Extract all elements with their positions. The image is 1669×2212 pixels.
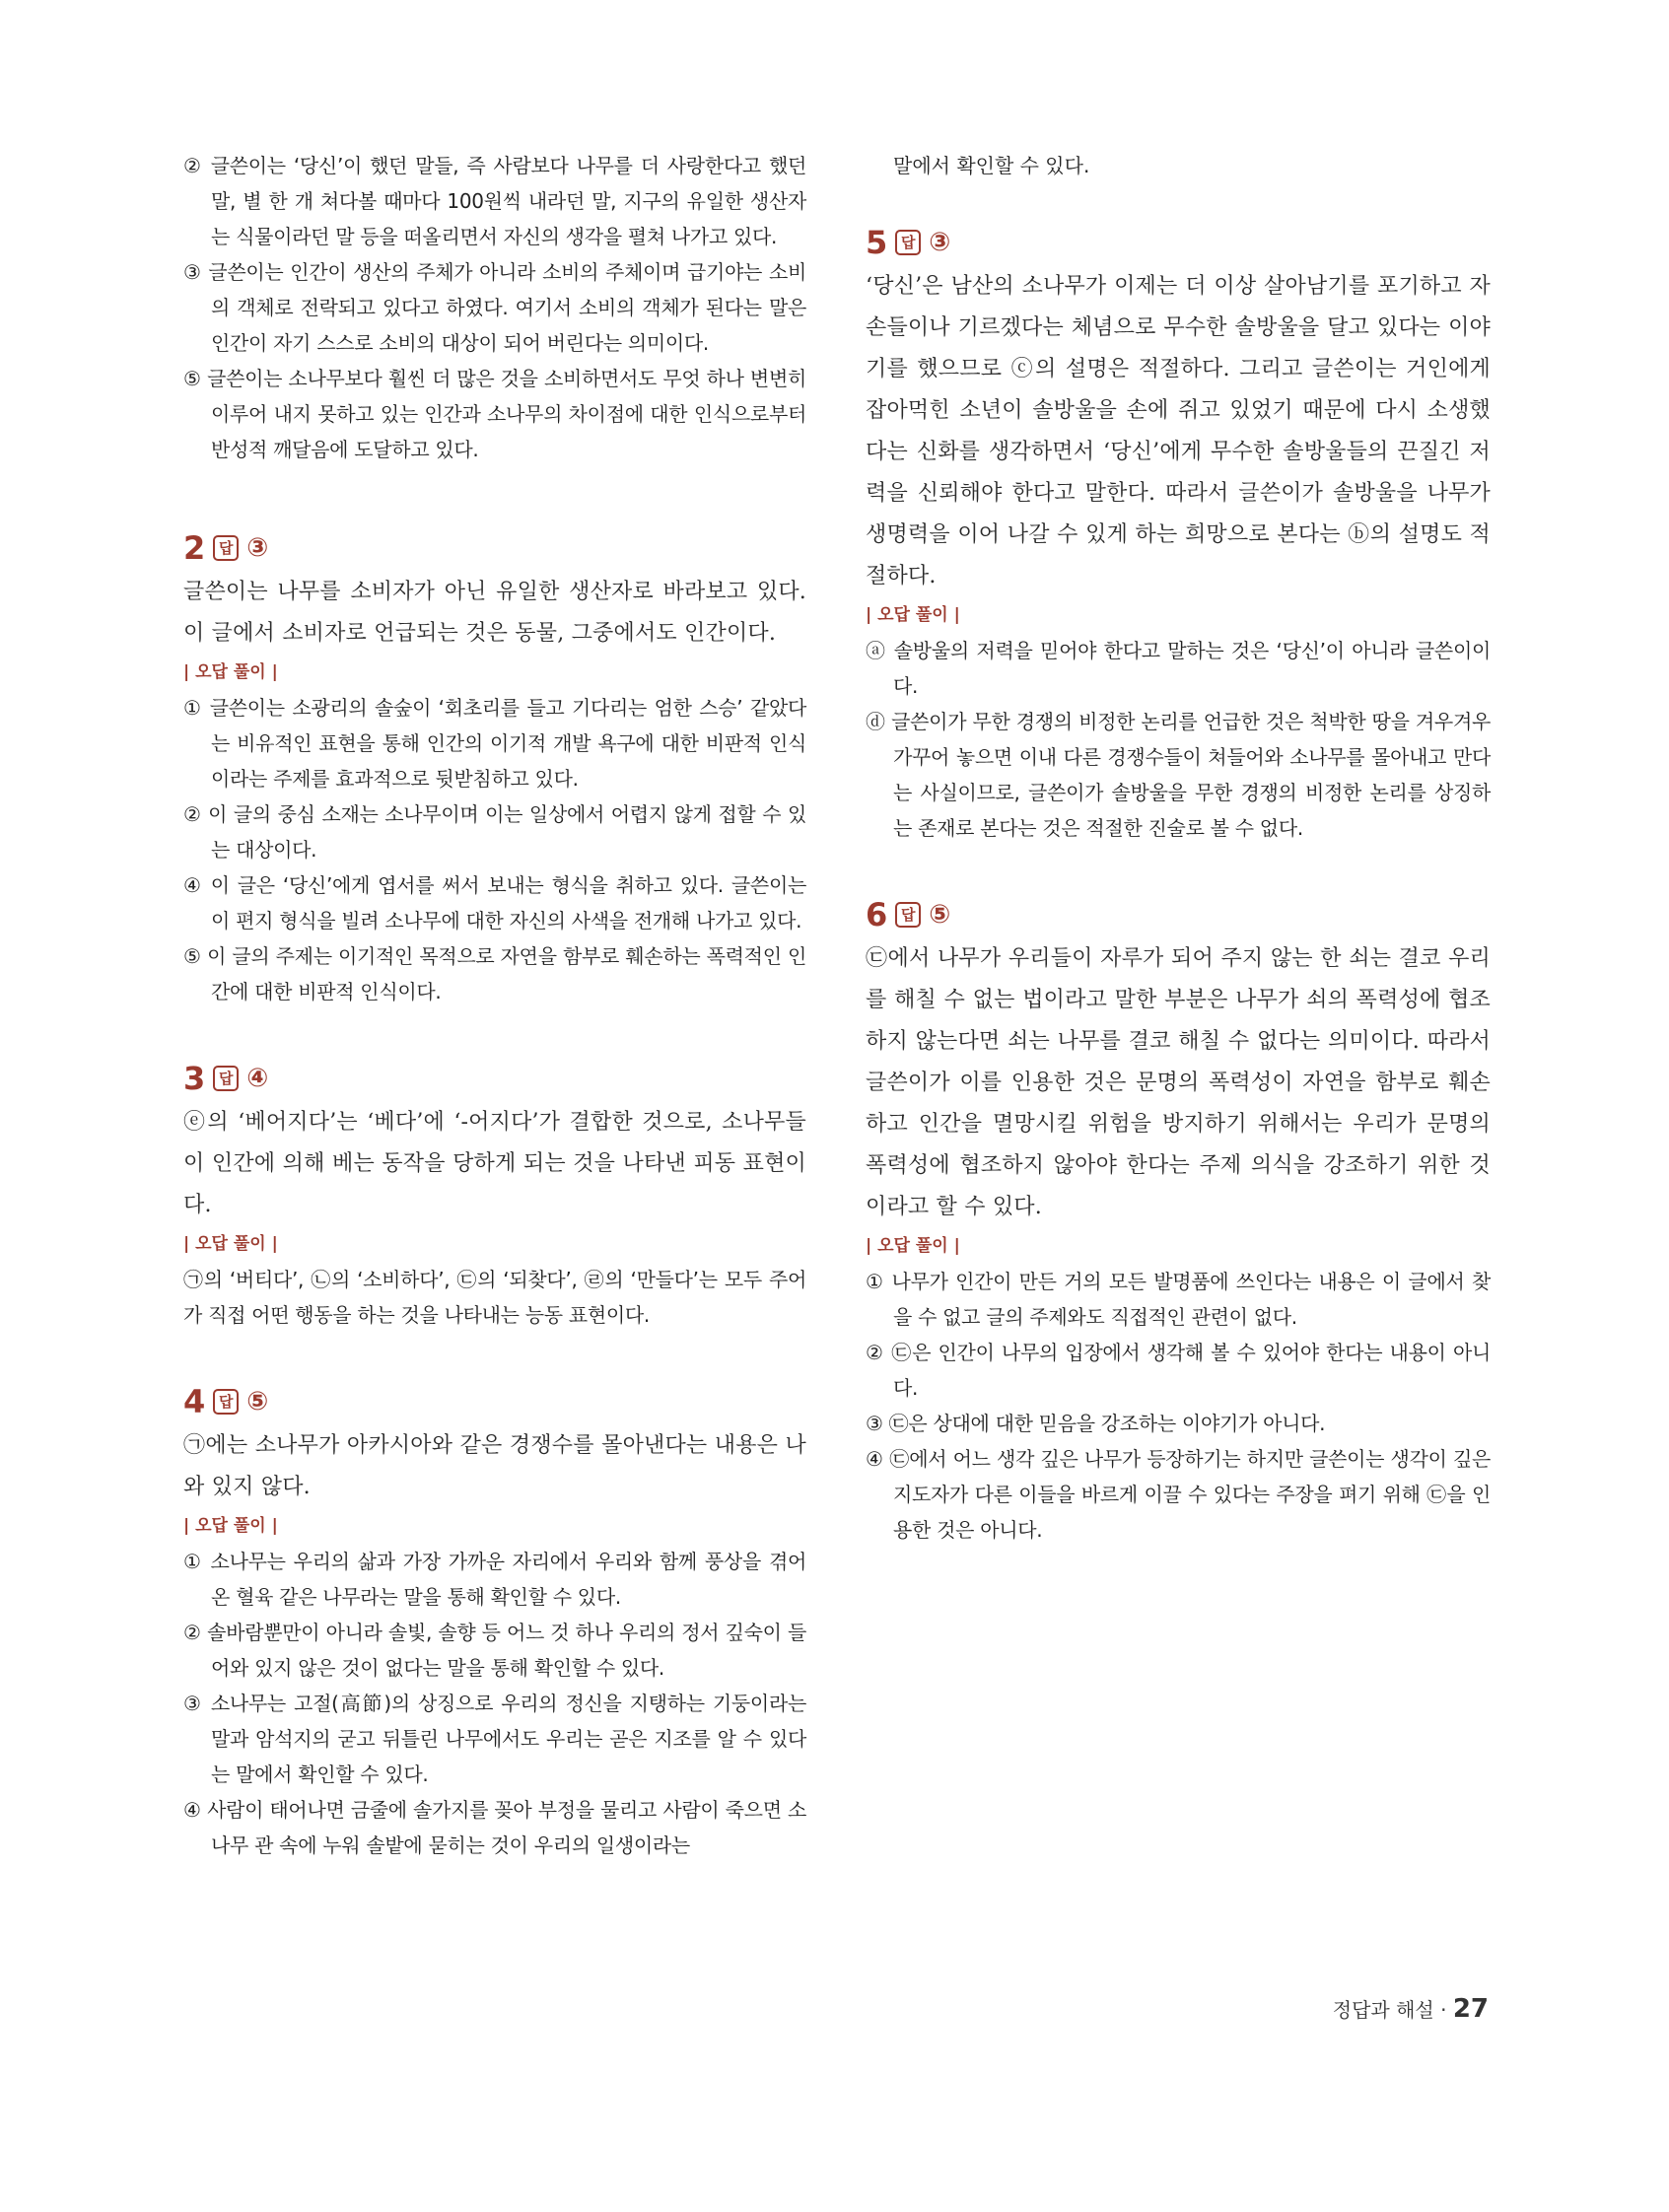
question-5-header [866,223,1491,262]
question-4-option: ③ 소나무는 고절(高節)의 상징으로 우리의 정신을 지탱하는 기둥이라는 말과 암석지의 굳고 뒤틀린 나무에서도 우리는 곧은 지조를 알 수 있다는 말에서 확인할 수 있다. [183,1692,806,1786]
question-6 [866,895,1491,1548]
question-2-option: ① 글쓴이는 소광리의 솔숲이 ‘회초리를 들고 기다리는 엄한 스승’ 같았다는 비유적인 표현을 통해 인간의 이기적 개발 욕구에 대한 비판적 인식이라는 주제를 효과적으로 뒷받침하고 있다. [183,696,806,791]
question-3-answer: ④ [246,1064,269,1093]
question-6-number: 6 [866,896,888,933]
continuation-text: 말에서 확인할 수 있다. [893,154,1090,177]
right-column [866,148,1491,1548]
question-6-option: ① 나무가 인간이 만든 거의 모든 발명품에 쓰인다는 내용은 이 글에서 찾을 수 없고 글의 주제와도 직접적인 관련이 없다. [866,1270,1491,1329]
question-4-wrong-label: | 오답 풀이 | [183,1516,278,1536]
answer-badge-icon: 답 [213,1066,239,1091]
question-2-option: ④ 이 글은 ‘당신’에게 엽서를 써서 보내는 형식을 취하고 있다. 글쓴이는 이 편지 형식을 빌려 소나무에 대한 자신의 사색을 전개해 나가고 있다. [183,873,806,933]
question-4-option: ② 솔바람뿐만이 아니라 솔빛, 솔향 등 어느 것 하나 우리의 정서 깊숙이 들어와 있지 않은 것이 없다는 말을 통해 확인할 수 있다. [183,1621,806,1680]
page-footer [1282,1994,1489,2024]
question-5-option: ⓐ 솔방울의 저력을 믿어야 한다고 말하는 것은 ‘당신’이 아니라 글쓴이이다. [866,639,1491,698]
question-3-explanation: ⓔ의 ‘베어지다’는 ‘베다’에 ‘-어지다’가 결합한 것으로, 소나무들이 인간에 의해 베는 동작을 당하게 되는 것을 나타낸 피동 표현이다. [183,1110,806,1217]
question-4 [183,1382,806,1863]
question-6-option: ② ㉢은 인간이 나무의 입장에서 생각해 볼 수 있어야 한다는 내용이 아니다. [866,1341,1491,1400]
question-5-answer: ③ [929,228,951,257]
left-column [183,148,806,1863]
answer-badge-icon: 답 [213,535,239,561]
answer-badge-icon: 답 [895,230,921,255]
question-6-option: ③ ㉢은 상대에 대한 믿음을 강조하는 이야기가 아니다. [866,1412,1326,1435]
question-3 [183,1059,806,1333]
question-4-header [183,1382,806,1421]
intro-item-3: ⑤ 글쓴이는 소나무보다 훨씬 더 많은 것을 소비하면서도 무엇 하나 변변히 이루어 내지 못하고 있는 인간과 소나무의 차이점에 대한 인식으로부터 반성적 깨달음에 도달하고 있다. [183,367,806,461]
question-5-explanation: ‘당신’은 남산의 소나무가 이제는 더 이상 살아남기를 포기하고 자손들이나 기르겠다는 체념으로 무수한 솔방울을 달고 있다는 이야기를 했으므로 ⓒ의 설명은 적절하다. 그리고 글쓴이는 거인에게 잡아먹힌 소년이 솔방울을 손에 쥐고 있었기 때문에 다시 소생했다는 신화를 생각하면서 ‘당신’에게 무수한 솔방울들의 끈질긴 저력을 신뢰해야 한다고 말한다. 따라서 글쓴이가 솔방울을 나무가 생명력을 이어 나갈 수 있게 하는 희망으로 본다는 ⓑ의 설명도 적절하다. [866,274,1491,588]
intro-list [183,148,806,467]
question-6-header [866,895,1491,934]
intro-item-1: ② 글쓴이는 ‘당신’이 했던 말들, 즉 사람보다 나무를 더 사랑한다고 했던 말, 별 한 개 쳐다볼 때마다 100원씩 내라던 말, 지구의 유일한 생산자는 식물이라던 말 등을 떠올리면서 자신의 생각을 펼쳐 나가고 있다. [183,154,806,248]
question-3-note: ㉠의 ‘버티다’, ㉡의 ‘소비하다’, ㉢의 ‘되찾다’, ㉣의 ‘만들다’는 모두 주어가 직접 어떤 행동을 하는 것을 나타내는 능동 표현이다. [183,1268,806,1327]
question-4-explanation: ㉠에는 소나무가 아카시아와 같은 경쟁수를 몰아낸다는 내용은 나와 있지 않다. [183,1433,806,1499]
question-3-number: 3 [183,1060,206,1097]
answer-badge-icon: 답 [213,1389,239,1415]
question-3-wrong-label: | 오답 풀이 | [183,1234,278,1254]
question-3-header [183,1059,806,1098]
question-2-number: 2 [183,529,206,567]
question-2-header [183,528,806,568]
question-2-wrong-label: | 오답 풀이 | [183,662,278,682]
intro-item-2: ③ 글쓴이는 인간이 생산의 주체가 아니라 소비의 주체이며 급기야는 소비의 객체로 전락되고 있다고 하였다. 여기서 소비의 객체가 된다는 말은 인간이 자기 스스로 소비의 대상이 되어 버린다는 의미이다. [183,260,806,355]
answer-badge-icon: 답 [895,902,921,928]
question-6-explanation: ㉢에서 나무가 우리들이 자루가 되어 주지 않는 한 쇠는 결코 우리를 해칠 수 없는 법이라고 말한 부분은 나무가 쇠의 폭력성에 협조하지 않는다면 쇠는 나무를 결코 해칠 수 없다는 의미이다. 따라서 글쓴이가 이를 인용한 것은 문명의 폭력성이 자연을 함부로 훼손하고 인간을 멸망시킬 위험을 방지하기 위해서는 우리가 문명의 폭력성에 협조하지 않아야 한다는 주제 의식을 강조하기 위한 것이라고 할 수 있다. [866,946,1491,1219]
footer-label: 정답과 해설 · [1332,1998,1447,2022]
question-2-option: ② 이 글의 중심 소재는 소나무이며 이는 일상에서 어렵지 않게 접할 수 있는 대상이다. [183,802,806,862]
page-number: 27 [1452,1994,1489,2024]
question-2 [183,528,806,1009]
question-4-option: ① 소나무는 우리의 삶과 가장 가까운 자리에서 우리와 함께 풍상을 겪어 온 혈육 같은 나무라는 말을 통해 확인할 수 있다. [183,1550,806,1609]
question-5-number: 5 [866,224,888,261]
question-6-answer: ⑤ [929,900,951,930]
question-2-answer: ③ [246,533,269,563]
question-6-wrong-label: | 오답 풀이 | [866,1236,960,1256]
question-2-option: ⑤ 이 글의 주제는 이기적인 목적으로 자연을 함부로 훼손하는 폭력적인 인간에 대한 비판적 인식이다. [183,944,806,1003]
question-2-explanation: 글쓴이는 나무를 소비자가 아닌 유일한 생산자로 바라보고 있다. 이 글에서 소비자로 언급되는 것은 동물, 그중에서도 인간이다. [183,580,806,646]
question-5-wrong-label: | 오답 풀이 | [866,605,960,625]
question-5-option: ⓓ 글쓴이가 무한 경쟁의 비정한 논리를 언급한 것은 척박한 땅을 겨우겨우 가꾸어 놓으면 이내 다른 경쟁수들이 쳐들어와 소나무를 몰아내고 만다는 사실이므로, 글쓴이가 솔방울을 무한 경쟁의 비정한 논리를 상징하는 존재로 본다는 것은 적절한 진술로 볼 수 없다. [866,710,1491,840]
question-6-option: ④ ㉢에서 어느 생각 깊은 나무가 등장하기는 하지만 글쓴이는 생각이 깊은 지도자가 다른 이들을 바르게 이끌 수 있다는 주장을 펴기 위해 ㉢을 인용한 것은 아니다. [866,1447,1491,1542]
question-4-option: ④ 사람이 태어나면 금줄에 솔가지를 꽂아 부정을 물리고 사람이 죽으면 소나무 관 속에 누워 솔밭에 묻히는 것이 우리의 일생이라는 [183,1798,806,1857]
question-5 [866,223,1491,846]
question-4-answer: ⑤ [246,1387,269,1417]
question-4-number: 4 [183,1383,206,1420]
